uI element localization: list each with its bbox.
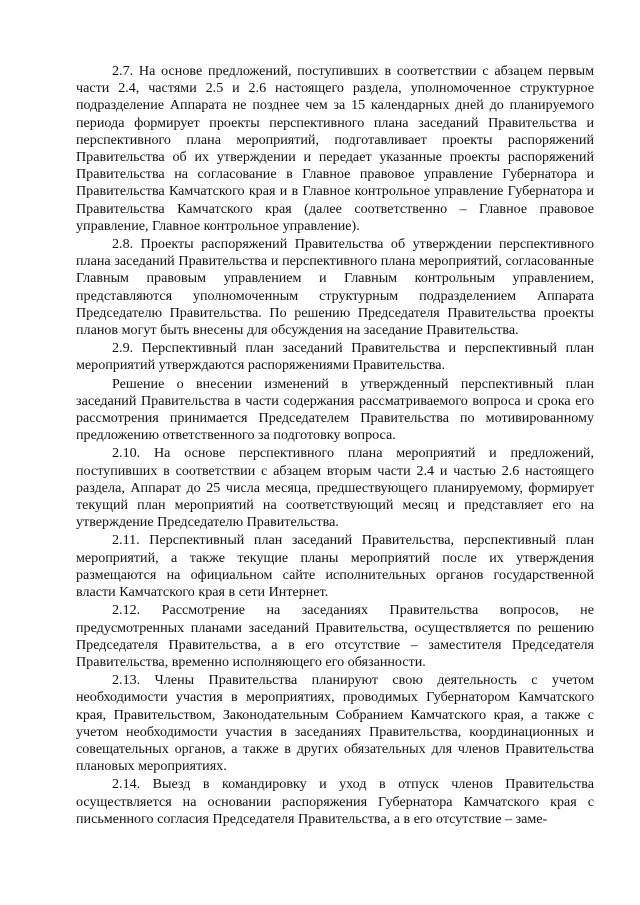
document-body [76, 63, 594, 828]
paragraph-2-9: 2.9. Перспективный план заседаний Правительства и перспективный план мероприятий утверждаются распоряжениями Правительства. [76, 340, 594, 374]
paragraph-2-13: 2.13. Члены Правительства планируют свою деятельность с учетом необходимости участия в мероприятиях, проводимых Губернатором Камчатского края, Правительством, Законодательным Собранием Камчатского края, а также с учетом необходимости участия в заседаниях Правительства, координационных и совещательных органов, а также в других обязательных для членов Правительства плановых мероприятиях. [76, 672, 594, 775]
paragraph-2-14: 2.14. Выезд в командировку и уход в отпуск членов Правительства осуществляется на основании распоряжения Губернатора Камчатского края с письменного согласия Председателя Правительства, а в его отсутствие – заме- [76, 776, 594, 827]
paragraph-2-10: 2.10. На основе перспективного плана мероприятий и предложений, поступивших в соответствии с абзацем вторым части 2.4 и частью 2.6 настоящего раздела, Аппарат до 25 числа месяца, предшествующего планируемому, формирует текущий план мероприятий на соответствующий месяц и представляет его на утверждение Председателю Правительства. [76, 445, 594, 531]
paragraph-2-8: 2.8. Проекты распоряжений Правительства об утверждении перспективного плана заседаний Правительства и перспективного плана мероприятий, согласованные Главным правовым управлением и Главным контрольным управлением, представляются уполномоченным структурным подразделением Аппарата Председателю Правительства. По решению Председателя Правительства проекты планов могут быть внесены для обсуждения на заседание Правительства. [76, 236, 594, 339]
paragraph-2-11: 2.11. Перспективный план заседаний Правительства, перспективный план мероприятий, а также текущие планы мероприятий после их утверждения размещаются на официальном сайте исполнительных органов государственной власти Камчатского края в сети Интернет. [76, 532, 594, 601]
paragraph-2-9-amendment: Решение о внесении изменений в утвержденный перспективный план заседаний Правительства в части содержания рассматриваемого вопроса и срока его рассмотрения принимается Председателем Правительства по мотивированному предложению ответственного за подготовку вопроса. [76, 375, 594, 444]
paragraph-2-12: 2.12. Рассмотрение на заседаниях Правительства вопросов, не предусмотренных планами заседаний Правительства, осуществляется по решению Председателя Правительства, а в его отсутствие – заместителя Председателя Правительства, временно исполняющего его обязанности. [76, 602, 594, 670]
paragraph-2-7: 2.7. На основе предложений, поступивших в соответствии с абзацем первым части 2.4, частями 2.5 и 2.6 настоящего раздела, уполномоченное структурное подразделение Аппарата не позднее чем за 15 календарных дней до планируемого периода формирует проекты перспективного плана заседаний Правительства и перспективного плана мероприятий, подготавливает проекты распоряжений Правительства об их утверждении и передает указанные проекты распоряжений Правительства на согласование в Главное правовое управление Губернатора и Правительства Камчатского края и в Главное контрольное управление Губернатора и Правительства Камчатского края (далее соответственно – Главное правовое управление, Главное контрольное управление). [76, 63, 594, 234]
